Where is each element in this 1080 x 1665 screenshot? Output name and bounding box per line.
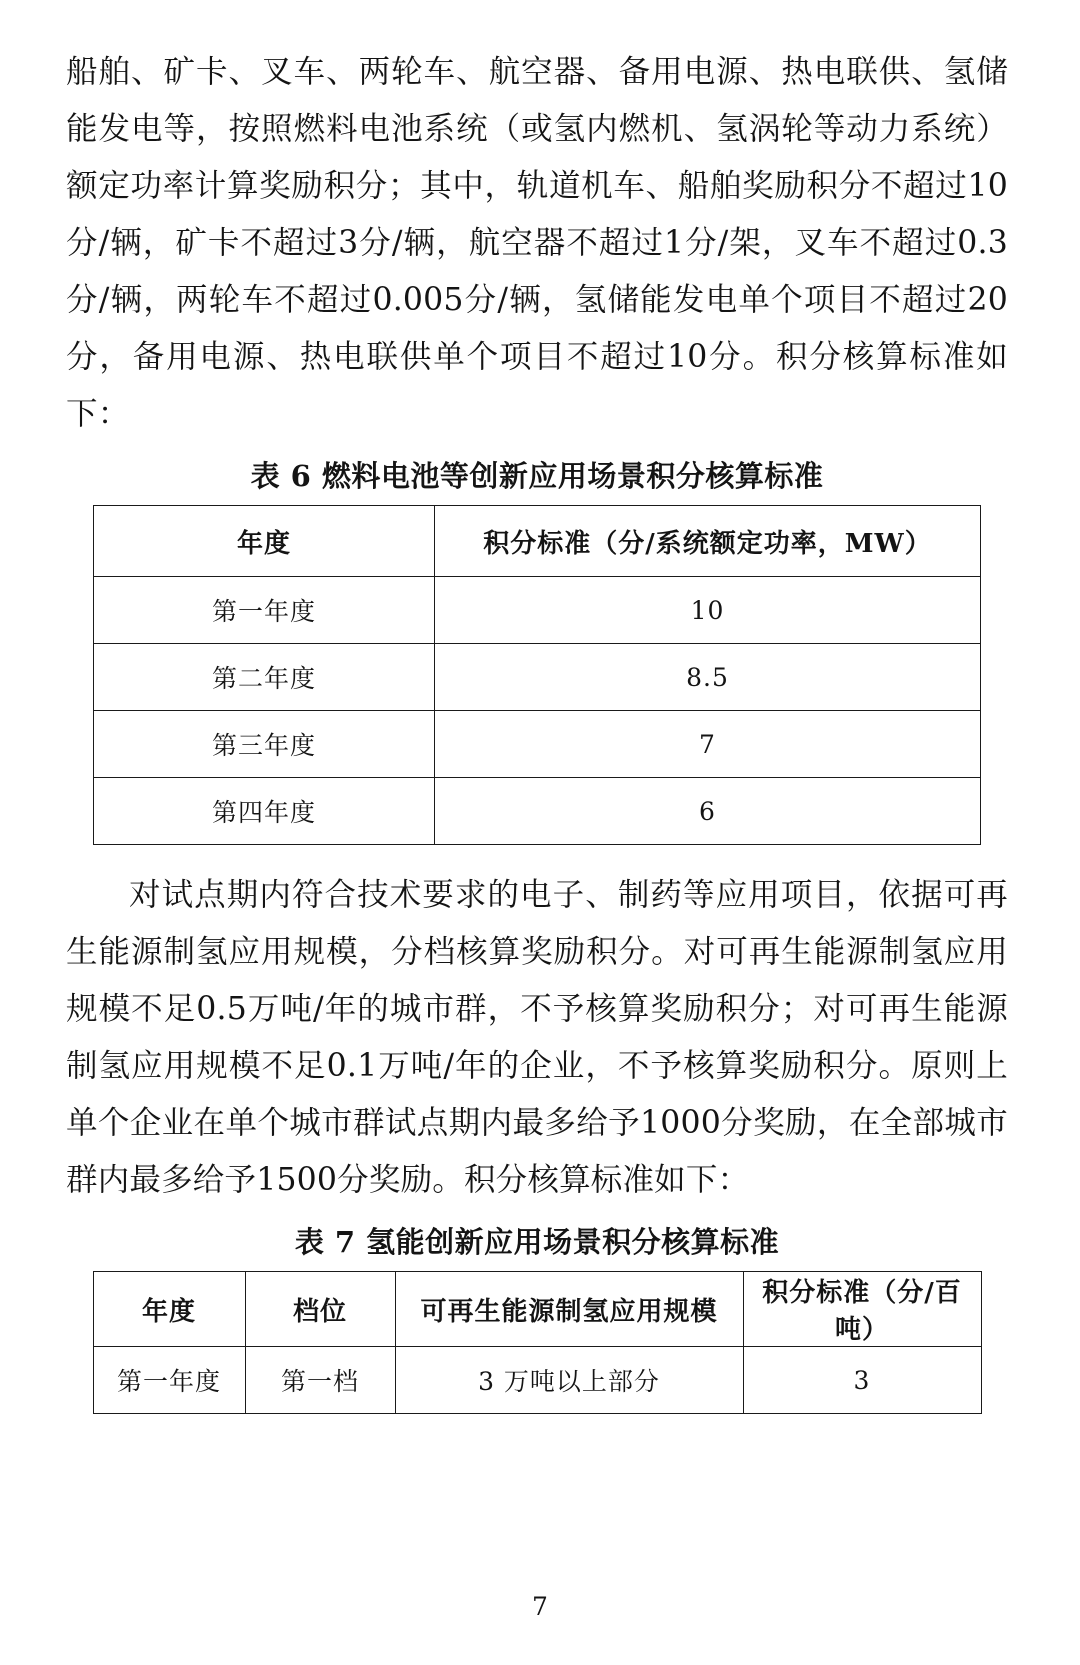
page-number: 7 [532,1592,548,1621]
table-row [94,577,981,644]
table6-cell-value: 8.5 [435,644,981,711]
table6-caption: 表 6 燃料电池等创新应用场景积分核算标准 [250,459,824,493]
table-6 [93,505,981,845]
table-header-row [93,1272,981,1347]
table7-header-tier: 档位 [245,1272,395,1347]
table7-cell-tier: 第一档 [245,1347,395,1414]
table7-header-standard: 积分标准（分/百吨） [743,1272,981,1347]
table-row [94,644,981,711]
table7-cell-year: 第一年度 [93,1347,245,1414]
table7-cell-scale: 3 万吨以上部分 [395,1347,743,1414]
spacer [66,845,1008,867]
table7-header-year: 年度 [93,1272,245,1347]
table-header-row [94,506,981,577]
table6-header-year: 年度 [94,506,435,577]
table-row [94,711,981,778]
table-row [94,778,981,845]
table6-cell-year: 第二年度 [94,644,435,711]
table6-cell-value: 7 [435,711,981,778]
table-row [93,1347,981,1414]
table7-caption: 表 7 氢能创新应用场景积分核算标准 [294,1225,780,1259]
table6-cell-year: 第一年度 [94,577,435,644]
table6-cell-year: 第三年度 [94,711,435,778]
table6-cell-value: 10 [435,577,981,644]
table6-header-standard: 积分标准（分/系统额定功率，MW） [435,506,981,577]
table6-cell-year: 第四年度 [94,778,435,845]
paragraph-1: 船舶、矿卡、叉车、两轮车、航空器、备用电源、热电联供、氢储能发电等，按照燃料电池系统（或氢内燃机、氢涡轮等动力系统）额定功率计算奖励积分；其中，轨道机车、船舶奖励积分不超过10分/辆，矿卡不超过3分/辆，航空器不超过1分/架，叉车不超过0.3分/辆，两轮车不超过0.005分/辆，氢储能发电单个项目不超过20分，备用电源、热电联供单个项目不超过10分。积分核算标准如下： [66,54,1008,432]
table7-cell-value: 3 [743,1347,981,1414]
paragraph-2: 对试点期内符合技术要求的电子、制药等应用项目，依据可再生能源制氢应用规模，分档核算奖励积分。对可再生能源制氢应用规模不足0.5万吨/年的城市群，不予核算奖励积分；对可再生能源制氢应用规模不足0.1万吨/年的企业，不予核算奖励积分。原则上单个企业在单个城市群试点期内最多给予1000分奖励，在全部城市群内最多给予1500分奖励。积分核算标准如下： [66,877,1008,1198]
table6-cell-value: 6 [435,778,981,845]
table7-header-scale: 可再生能源制氢应用规模 [395,1272,743,1347]
table-7 [93,1271,982,1414]
